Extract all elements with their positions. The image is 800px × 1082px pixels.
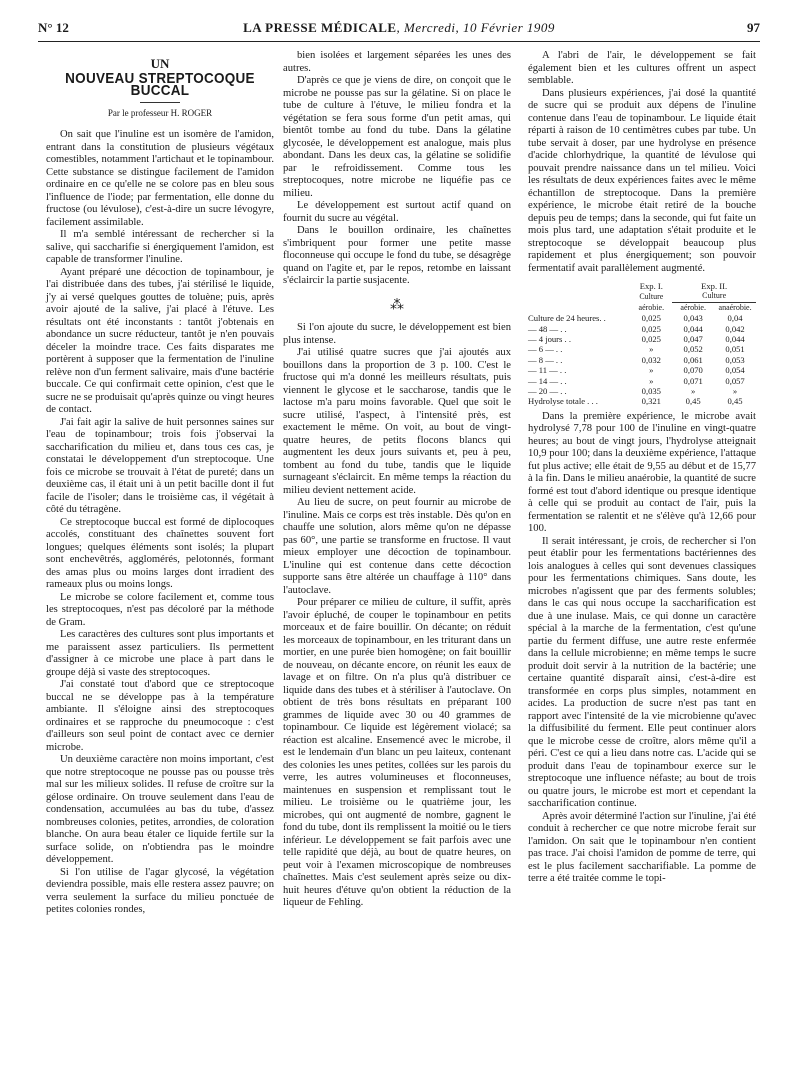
column-3-text-bottom	[528, 411, 756, 886]
table-cell: 0,025	[641, 334, 661, 345]
column-3	[528, 50, 756, 886]
table-cell: 0,070	[683, 365, 703, 376]
paragraph: Le microbe se colore facilement et, comme tous les streptocoques, n'est pas décoloré par la méthode de Gram.	[46, 591, 274, 628]
table-cell: 0,044	[683, 323, 703, 334]
table-cell: 0,042	[725, 323, 745, 334]
table-cell: 0,057	[725, 375, 745, 386]
table-cell: 0,071	[683, 375, 703, 386]
issue-number: N° 12	[38, 20, 69, 35]
page-number: 97	[747, 20, 760, 35]
table-cell: 0,054	[725, 365, 745, 376]
table-cell: 0,035	[641, 386, 661, 397]
journal-title	[38, 20, 760, 36]
paragraph: Il serait intéressant, je crois, de rechercher si l'on peut établir pour les fermentations bactériennes des lois analogues à celles qui sont devenues classiques pour les fermentations chimiques. Sans doute, les microbes n'agissent que par des ferments solubles; dans le cas qui nous occupe la saccharification est due à une inulase. Mais, ce qui donne un caractère spécial à la marche de la fermentation, c'est qu'une partie du ferment diffuse, une autre reste enfermée dans la cellule microbienne; en même temps le sucre produit doit servir à la nutrition de la bactérie; une certaine quantité disparaît ainsi, c'est-à-dire est transformée en corps plus simples, notamment en acides. La production de sucre n'est pas tant en rapport avec l'intensité de la vie microbienne qu'avec la diffusibilité du ferment. Elle peut continuer alors que le microbe cesse de croître, alors même qu'il a péri. C'est ce qui a lieu dans notre cas. L'acide qui se produit dans l'eau de topinambour exerce sur le streptocoque une influence néfaste; au bout de trois ou quatre jours, le microbe est mort et cependant la saccharification continue.	[528, 535, 756, 810]
table-cell: 0,45	[685, 396, 701, 407]
column-1	[46, 50, 274, 917]
table-cell: 0,053	[725, 354, 745, 365]
issue-date: , Mercredi, 10 Février 1909	[396, 20, 555, 35]
table-cell: 0,044	[725, 334, 745, 345]
table-row	[528, 386, 756, 396]
table-cell: 0,025	[641, 313, 661, 324]
table-cell: 0,043	[683, 313, 703, 324]
paragraph: Dans la première expérience, le microbe avait hydrolysé 7,78 pour 100 de l'inuline en vingt-quatre heures; au bout de vingt jours, l'hydrolyse atteignait 10,9 pour 100; dans la deuxième expérience, l'attaque fut plus active; elle était de 9,55 au début et de 15,77 à la fin. Dans le milieu anaérobie, la quantité de sucre formé est tout d'abord identique ou presque identique à celle qui se produit au contact de l'air, puis la fermentation se ralentit et ne s'élève qu'à 12,66 pour 100.	[528, 410, 756, 535]
paragraph: Si l'on utilise de l'agar glycosé, la végétation deviendra possible, mais elle restera assez pauvre; on verra seulement la surface du milieu ponctuée de petites colonies rondes,	[46, 866, 274, 915]
paragraph: Le développement est surtout actif quand on fournit du sucre au végétal.	[283, 200, 511, 224]
results-table-body	[528, 313, 756, 407]
table-cell: 0,047	[683, 334, 703, 345]
paragraph: Un deuxième caractère non moins important, c'est que notre streptocoque ne pousse pas ou pousse très mal sur les milieux solides. Il refuse de croître sur la gélose ordinaire. On trouve seulement dans l'eau de condensation, accumulées au bas du tube, d'assez nombreuses colonies, petites, arrondies, de coloration blanche. On aura beau étaler ce liquide fertile sur la surface solide, on n'obtiendra pas le moindre développement.	[46, 754, 274, 865]
exp1-aerobie: aérobie.	[638, 302, 665, 312]
table-cell: — 20 — . .	[528, 386, 567, 397]
column-3-text-top	[528, 50, 756, 275]
table-cell: 0,061	[683, 354, 703, 365]
table-cell: 0,45	[727, 396, 743, 407]
paragraph: A l'abri de l'air, le développement se fait également bien et les cultures offrent un aspect semblable.	[528, 50, 756, 86]
table-cell: 0,321	[641, 396, 661, 407]
article-kicker: UN	[150, 56, 170, 71]
table-cell: »	[649, 344, 654, 355]
paragraph: J'ai fait agir la salive de huit personnes saines sur l'eau de topinambour; trois fois j'observai la saccharification du milieu et, dans tous ces cas, je constatai le développement d'un streptocoque. Une fois ce microbe se trouvait à l'état de pureté; dans un deuxième cas, il était uni à un petit bacille dont il fut facile de l'isoler; dans le troisième cas, il végétait à côté du tétragène.	[46, 416, 274, 515]
table-cell: 0,04	[727, 313, 743, 324]
journal-name: LA PRESSE MÉDICALE	[243, 20, 397, 35]
table-cell: — 6 — . .	[528, 344, 563, 355]
paragraph: Il m'a semblé intéressant de rechercher si la salive, qui saccharifie si énergiquement l'amidon, est capable de transformer l'inuline.	[46, 229, 274, 265]
table-row	[528, 365, 756, 375]
table-row	[528, 313, 756, 323]
exp1-culture: Culture	[639, 291, 664, 301]
paragraph: Si l'on ajoute du sucre, le développement est bien plus intense.	[283, 322, 511, 346]
paragraph: Au lieu de sucre, on peut fournir au microbe de l'inuline. Mais ce corps est très instable. Dès qu'on en chauffe une solution, alors même qu'on ne dépasse pas 60°, une partie se transforme en fructose. Il vaut mieux employer une décoction de topinambour. L'inuline qui est contenue dans cette décoction supporte sans être altérée un chauffage à 110° dans l'autoclave.	[283, 497, 511, 596]
table-cell: — 48 — . .	[528, 323, 567, 334]
title-rule	[140, 102, 180, 103]
table-cell: 0,032	[641, 354, 661, 365]
table-cell: — 11 — . .	[528, 365, 567, 376]
table-cell: 0,025	[641, 323, 661, 334]
table-row	[528, 396, 756, 406]
paragraph: Ayant préparé une décoction de topinambour, je l'ai distribuée dans des tubes, j'ai stérilisé le liquide, j'y ai versé quelques gouttes de toluène; puis, après avoir ajouté de la salive, j'ai placé à l'étuve. Les résultats ont été inconstants : tantôt j'obtenais en abondance un sucre réducteur, tantôt je n'en pouvais déceler la moindre trace. Ces faits disparates me portèrent à supposer que la fermentation de l'inuline relève non d'un ferment salivaire, mais d'une bactérie buccale. Ce qui confirmait cette opinion, c'est que le sucre ne se produisait qu'après quinze ou vingt heures de contact.	[46, 266, 274, 415]
article-title: NOUVEAU STREPTOCOQUE BUCCAL	[65, 69, 255, 99]
paragraph: bien isolées et largement séparées les unes des autres.	[283, 50, 511, 74]
paragraph: Dans le bouillon ordinaire, les chaînettes s'imbriquent pour former une petite masse floconneuse qui occupe le fond du tube, se désagrège quand on l'agite et, par le repos, retombe en laissant s'éclaircir la partie susjacente.	[283, 225, 511, 286]
exp1-header: Exp. I.	[639, 281, 663, 291]
paragraph: J'ai constaté tout d'abord que ce streptocoque buccal ne se développe pas à la température ambiante. Il s'éloigne ainsi des streptocoques ordinaires et se rapproche du pneumocoque : c'est d'ailleurs son seul point de contact avec ce dernier microbe.	[46, 679, 274, 753]
table-cell: — 14 — . .	[528, 375, 567, 386]
exp2-culture: Culture	[672, 291, 756, 302]
table-cell: »	[649, 375, 654, 386]
paragraph: Ce streptocoque buccal est formé de diplocoques accolés, constituant des chaînettes souvent fort longues; quelques éléments sont isolés; la plupart sont enchevêtrés, agglomérés, pelotonnés, formant des amas plus ou moins larges dont irradient des rameaux plus ou moins longs.	[46, 516, 274, 590]
page-header	[38, 14, 760, 36]
paragraph: Pour préparer ce milieu de culture, il suffit, après l'avoir épluché, de couper le topinambour en petits morceaux et de faire bouillir. On décante; on réduit les morceaux de topinambour, en les triturant dans un mortier, en une purée bien homogène; on fait bouillir de nouveau, on décante encore, on réunit les eaux de lavage et on filtre. On n'a plus qu'à distribuer ce liquide dans des tubes et à stériliser à l'autoclave. On obtient de très bons résultats en préparant 100 grammes de liquide avec 30 ou 40 grammes de topinambour. Ce liquide est légèrement violacé; sa réaction est alcaline. Ensemencé avec le microbe, il est le lendemain d'un blanc un peu laiteux, contenant des colonies les unes petites, collées sur les parois du verre, les autres volumineuses et floconneuses, maintenues en suspension et remplissant tout le milieu. Le troisième ou le quatrième jour, les microbes, qui ont augmenté de nombre, gagnent le fond du tube, dont ils remplissent la moitié ou le tiers inférieur. Le développement se fait parfois avec une telle rapidité que déjà, au bout de quatre heures, on peut voir à l'examen microscopique de nombreuses chaînettes. Mais c'est seulement après seize ou dix-huit heures d'étuve qu'on obtient la réduction de la liqueur de Fehling.	[283, 597, 511, 908]
table-cell: — 8 — . .	[528, 354, 563, 365]
paragraph: On sait que l'inuline est un isomère de l'amidon, entrant dans la constitution de plusieurs végétaux comestibles, notamment l'artichaut et le topinambour. Cette substance se distingue facilement de l'amidon ordinaire en ce qu'elle ne se colore pas en bleu sous l'influence de l'iode; par fermentation, elle donne du fructose (ou lévulose), c'est-à-dire un sucre lévogyre, facilement assimilable.	[46, 129, 274, 228]
header-rule	[38, 41, 760, 42]
table-row	[528, 355, 756, 365]
table-cell: — 4 jours . .	[528, 334, 571, 345]
table-row	[528, 334, 756, 344]
table-cell: 0,051	[725, 344, 745, 355]
table-cell: »	[691, 386, 696, 397]
paragraph: Après avoir déterminé l'action sur l'inuline, j'ai été conduit à rechercher ce que notre microbe ferait sur l'amidon. On sait que le topinambour n'en contient pas trace. J'ai choisi l'amidon de pomme de terre, qui est le plus facilement saccharifiable. La pomme de terre a été traitée comme le topi-	[528, 810, 756, 885]
table-cell: »	[732, 386, 738, 397]
exp2-anaerobie: anaérobie.	[718, 302, 752, 312]
paragraph: Les caractères des cultures sont plus importants et me paraissent assez particuliers. Ils permettent d'assigner à ce microbe une place à part dans le groupe déjà si vaste des streptocoques.	[46, 629, 274, 678]
exp2-header: Exp. II.	[701, 281, 728, 291]
table-row	[528, 324, 756, 334]
article-author: Par le professeur H. ROGER	[107, 107, 213, 118]
results-table	[528, 281, 756, 407]
column-2	[283, 50, 511, 910]
table-cell: Hydrolyse totale . . .	[528, 396, 598, 407]
section-separator: ⁂	[390, 297, 404, 313]
table-row	[528, 344, 756, 354]
exp2-aerobie: aérobie.	[680, 302, 706, 312]
column-2-text-top	[283, 50, 511, 288]
table-cell: Culture de 24 heures. .	[528, 313, 606, 324]
column-1-text	[46, 129, 274, 917]
table-cell: 0,052	[683, 344, 703, 355]
table-cell: »	[649, 365, 654, 376]
paragraph: D'après ce que je viens de dire, on conçoit que le microbe ne pousse pas sur la gélatine. Si on place le tube de culture à l'étuve, le milieu fondra et la végétation se fera sous forme d'un petit amas, qui bientôt tombe au fond du tube. Dans la gélatine glycosée, le développement est analogue, mais plus abondant. Dans les deux cas, la gélatine se solidifie par le refroidissement. Comme tous les streptocoques, notre microbe ne liquéfie pas ce milieu.	[283, 75, 511, 199]
column-2-text-bottom	[283, 322, 511, 910]
paragraph: J'ai utilisé quatre sucres que j'ai ajoutés aux bouillons dans la proportion de 3 p. 100. C'est le fructose qui m'a donné les meilleurs résultats, puis viennent le glycose et le saccharose, tandis que le lactose m'a paru moins favorable. Quel que soit le sucre utilisé, l'aspect, à l'intensité près, est exactement le même. On voit, au bout de vingt-quatre heures, de petits flocons blancs qui augmentent les deux jours suivants et, peu à peu, tombent au fond du tube, tandis que le liquide surnageant s'éclaircit. En même temps la réaction du milieu devient nettement acide.	[283, 347, 511, 496]
table-row	[528, 376, 756, 386]
paragraph: Dans plusieurs expériences, j'ai dosé la quantité de sucre qui se produit aux dépens de l'inuline contenue dans l'eau de topinambour. Le liquide était réparti à raison de 10 centimètres cubes par tube. Un tube servait à doser, par une hydrolyse en présence d'acide chlorhydrique, la quantité de lévulose qui pouvait prendre naissance dans un tel milieu. Voici les résultats de deux expériences faites avec le même échantillon de streptocoque. Dans la première expérience, le microbe était retiré de la bouche depuis peu de temps; dans la seconde, qui fut faite un mois plus tard, une adaptation s'était produite et le streptocoque se développait beaucoup plus rapidement et plus énergiquement; son pouvoir fermentatif avait parallèlement augmenté.	[528, 87, 756, 274]
